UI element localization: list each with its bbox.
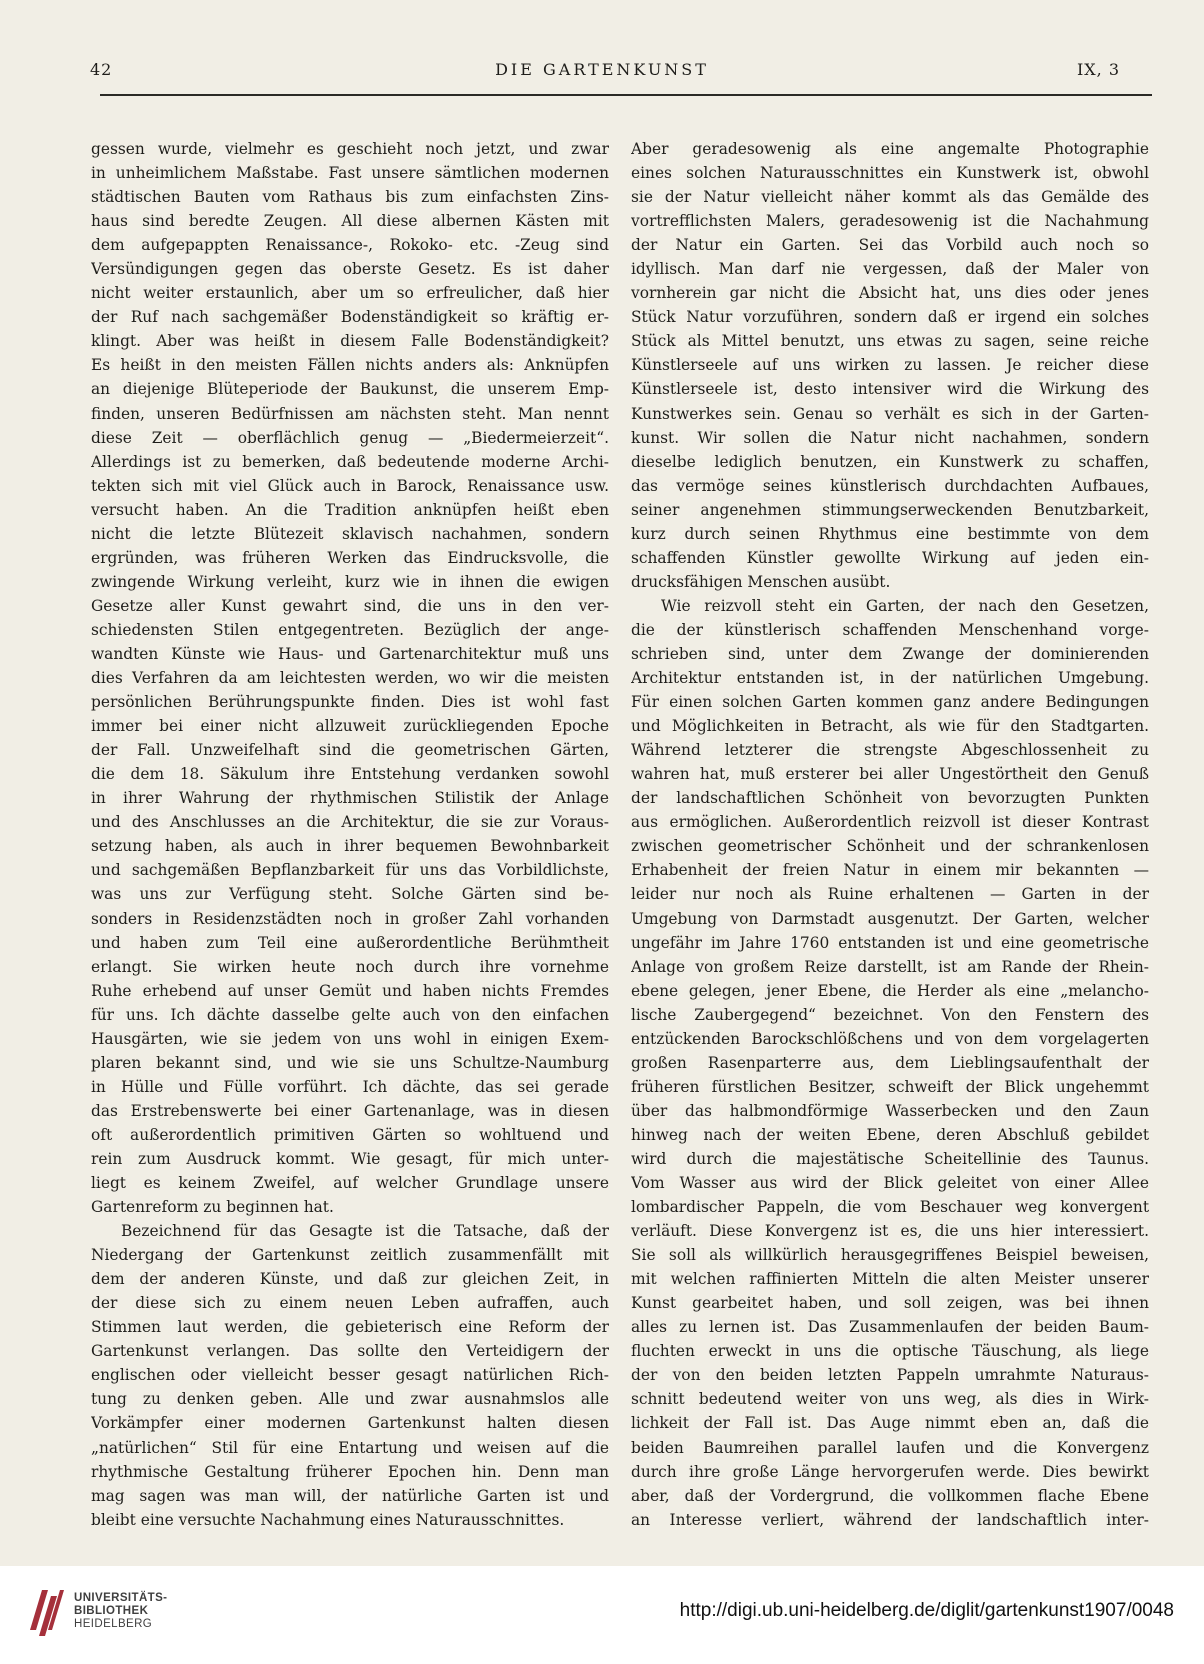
text-line: hinweg nach der weiten Ebene, deren Abschluß gebildet (631, 1125, 1149, 1144)
library-name-line-2: BIBLIOTHEK (74, 1605, 149, 1617)
text-line: Für einen solchen Garten kommen ganz andere Bedingungen (631, 693, 1149, 712)
source-url-link[interactable]: http://digi.ub.uni-heidelberg.de/diglit/gartenkunst1907/0048 (679, 1600, 1174, 1621)
text-line: Erhabenheit der freien Natur in einem mir bekannten — (631, 861, 1149, 880)
text-line: leider nur noch als Ruine erhaltenen — Garten in der (631, 885, 1149, 904)
text-line: Künstlerseele ist, desto intensiver wird die Wirkung des (631, 380, 1149, 399)
text-line: Ruhe erhebend auf unser Gemüt und haben nichts Fremdes (91, 981, 609, 1000)
text-line: nicht weiter erstaunlich, aber um so erfreulicher, daß hier (91, 284, 609, 303)
text-line: versucht haben. An die Tradition anknüpfen heißt eben (91, 500, 609, 519)
text-line: für uns. Ich dächte dasselbe gelte auch von den einfachen (91, 1005, 609, 1024)
text-line: sonders in Residenzstädten noch in großer Zahl vorhanden (91, 909, 609, 928)
text-line: tekten sich mit viel Glück auch in Barock, Renaissance usw. (91, 476, 609, 495)
text-line: an diejenige Blüteperiode der Baukunst, die unserem Emp- (91, 380, 609, 399)
text-line: eines solchen Naturausschnittes ein Kunstwerk ist, obwohl (631, 164, 1149, 183)
text-line: Bezeichnend für das Gesagte ist die Tatsache, daß der (121, 1222, 609, 1241)
text-line: ebene gelegen, jener Ebene, die Herder als eine „melancho- (631, 981, 1149, 1000)
text-line: klingt. Aber was heißt in diesem Falle Bodenständigkeit? (91, 332, 609, 351)
text-line: der Natur ein Garten. Sei das Vorbild auch noch so (631, 236, 1149, 255)
text-line: schaffenden Künstler gewollte Wirkung auf jeden ein- (631, 548, 1149, 567)
text-line: schrieben sind, unter dem Zwange der dominierenden (631, 644, 1149, 663)
text-line: schiedensten Stilen entgegentreten. Bezüglich der ange- (91, 620, 609, 639)
text-line: Sie soll als willkürlich herausgegriffenes Beispiel beweisen, (631, 1246, 1149, 1265)
text-line: haus sind beredte Zeugen. All diese albernen Kästen mit (91, 212, 609, 231)
text-line: zwingende Wirkung verleiht, kurz wie in ihnen die ewigen (91, 572, 609, 591)
text-line: das vermöge seines künstlerisch durchdachten Aufbaues, (631, 476, 1149, 495)
text-line: „natürlichen“ Stil für eine Entartung und weisen auf die (91, 1438, 609, 1457)
text-line: der landschaftlichen Schönheit von bevorzugten Punkten (631, 789, 1149, 808)
text-line: lombardischer Pappeln, die vom Beschauer weg konvergent (631, 1198, 1149, 1217)
text-line: schnitt bedeutend weiter von uns weg, als dies in Wirk- (631, 1390, 1149, 1409)
text-line: und Möglichkeiten in Betracht, als wie für den Stadtgarten. (631, 717, 1149, 736)
text-line: der von den beiden letzten Pappeln umrahmte Naturaus- (631, 1366, 1149, 1385)
text-line: englischen oder vielleicht besser gesagt natürlichen Rich- (91, 1366, 609, 1385)
text-line: in unheimlichem Maßstabe. Fast unsere sämtlichen modernen (91, 164, 609, 183)
text-line: das Erstrebenswerte bei einer Gartenanlage, was in diesen (91, 1101, 609, 1120)
text-line: oft außerordentlich primitiven Gärten so wohltuend und (91, 1125, 609, 1144)
text-line: Vorkämpfer einer modernen Gartenkunst halten diesen (91, 1414, 609, 1433)
text-line: idyllisch. Man darf nie vergessen, daß der Maler von (631, 260, 1149, 279)
text-line: tung zu denken geben. Alle und zwar ausnahmslos alle (91, 1390, 609, 1409)
text-line: und sachgemäßen Bepflanzbarkeit für uns das Vorbildlichste, (91, 861, 609, 880)
text-line: großen Rasenparterre aus, dem Lieblingsaufenthalt der (631, 1053, 1149, 1072)
text-line: beiden Baumreihen parallel laufen und die Konvergenz (631, 1438, 1149, 1457)
text-column-right (631, 137, 1149, 1532)
text-line: finden, unseren Bedürfnissen am nächsten steht. Man nennt (91, 404, 609, 423)
text-line: der Fall. Unzweifelhaft sind die geometrischen Gärten, (91, 741, 609, 760)
text-line: in Hülle und Fülle vorführt. Ich dächte, das sei gerade (91, 1077, 609, 1096)
text-line: kurz durch seinen Rhythmus eine bestimmte von dem (631, 524, 1149, 543)
text-line: Künstlerseele auf uns wirken zu lassen. Je reicher diese (631, 356, 1149, 375)
text-line: in ihrer Wahrung der rhythmischen Stilistik der Anlage (91, 789, 609, 808)
text-line: vortrefflichsten Malers, geradesowenig ist die Nachahmung (631, 212, 1149, 231)
issue-number: IX, 3 (1076, 60, 1120, 79)
text-line: bleibt eine versuchte Nachahmung eines Naturausschnittes. (91, 1510, 565, 1529)
text-line: zwischen geometrischer Schönheit und der schrankenlosen (631, 837, 1149, 856)
text-line: lichkeit der Fall ist. Das Auge nimmt eben an, daß die (631, 1414, 1149, 1433)
text-line: erlangt. Sie wirken heute noch durch ihre vornehme (91, 957, 609, 976)
text-line: Aber geradesowenig als eine angemalte Photographie (631, 140, 1149, 158)
text-line: wahren hat, muß ersterer bei aller Ungestörtheit den Genuß (631, 765, 1149, 784)
text-line: und haben zum Teil eine außerordentliche Berühmtheit (91, 933, 609, 952)
text-line: Stück als Mittel benutzt, uns etwas zu sagen, seine reiche (631, 332, 1149, 351)
text-line: setzung haben, als auch in ihrer bequemen Bewohnbarkeit (91, 837, 609, 856)
text-line: gessen wurde, vielmehr es geschieht noch jetzt, und zwar (91, 140, 609, 158)
text-line: fluchten erweckt in uns die optische Täuschung, als liege (631, 1342, 1149, 1361)
text-line: mag sagen was man will, der natürliche Garten ist und (91, 1486, 609, 1505)
text-line: aus ermöglichen. Außerordentlich reizvoll ist dieser Kontrast (631, 813, 1149, 832)
text-line: Kunst gearbeitet haben, und soll zeigen, was bei ihnen (631, 1294, 1149, 1313)
text-line: Anlage von großem Reize darstellt, ist am Rande der Rhein- (631, 957, 1149, 976)
text-line: Wie reizvoll steht ein Garten, der nach den Gesetzen, (661, 596, 1149, 615)
text-line: dies Verfahren da am leichtesten werden, wo wir die meisten (91, 669, 609, 688)
text-line: an Interesse verliert, während der landschaftlich inter- (631, 1510, 1149, 1529)
library-name-line-1: UNIVERSITÄTS- (74, 1592, 168, 1604)
text-line: und des Anschlusses an die Architektur, die sie zur Voraus- (91, 813, 609, 832)
text-line: aber, daß der Vordergrund, die vollkommen flache Ebene (631, 1486, 1149, 1505)
text-line: durch ihre große Länge hervorgerufen werde. Dies bewirkt (631, 1462, 1149, 1481)
text-line: Versündigungen gegen das oberste Gesetz. Es ist daher (91, 260, 609, 279)
text-line: entzückenden Barockschlößchens und von dem vorgelagerten (631, 1029, 1149, 1048)
text-line: Vom Wasser aus wird der Blick geleitet von einer Allee (631, 1174, 1149, 1193)
text-line: rhythmische Gestaltung früherer Epochen hin. Denn man (91, 1462, 609, 1481)
text-line: früheren fürstlichen Besitzer, schweift der Blick ungehemmt (631, 1077, 1149, 1096)
text-line: sie der Natur vielleicht näher kommt als das Gemälde des (631, 188, 1149, 207)
text-line: dieselbe lediglich benutzen, ein Kunstwerk zu schaffen, (631, 452, 1149, 471)
library-name[interactable] (74, 1592, 167, 1631)
page-number: 42 (90, 60, 113, 79)
text-line: Es heißt in den meisten Fällen nichts anders als: Anknüpfen (91, 356, 609, 375)
text-line: mit welchen raffinierten Mitteln die alten Meister unserer (631, 1270, 1149, 1289)
text-line: wird durch die majestätische Scheitellinie des Taunus. (631, 1149, 1149, 1168)
text-line: rein zum Ausdruck kommt. Wie gesagt, für mich unter- (91, 1149, 609, 1168)
text-line: ungefähr im Jahre 1760 entstanden ist und eine geometrische (631, 933, 1149, 952)
text-line: Kunstwerkes sein. Genau so verhält es sich in der Garten- (631, 404, 1149, 423)
text-line: verläuft. Diese Konvergenz ist es, die uns hier interessiert. (631, 1222, 1149, 1241)
text-line: drucksfähigen Menschen ausübt. (631, 572, 891, 591)
library-name-line-3: HEIDELBERG (74, 1618, 153, 1630)
text-line: plaren bekannt sind, und wie sie uns Schultze-Naumburg (91, 1053, 609, 1072)
text-line: Stück Natur vorzuführen, sondern daß er irgend ein solches (631, 308, 1149, 327)
text-line: der Ruf nach sachgemäßer Bodenständigkeit so kräftig er- (91, 308, 609, 327)
header-rule (100, 94, 1152, 96)
text-line: Hausgärten, wie sie jedem von uns wohl in einigen Exem- (91, 1029, 609, 1048)
text-line: Niedergang der Gartenkunst zeitlich zusammenfällt mit (91, 1246, 609, 1265)
text-line: liegt es keinem Zweifel, auf welcher Grundlage unsere (91, 1174, 609, 1193)
text-line: Gartenkunst verlangen. Das sollte den Verteidigern der (91, 1342, 609, 1361)
text-line: diese Zeit — oberflächlich genug — „Biedermeierzeit“. (91, 428, 609, 447)
text-line: Architektur entstanden ist, in der natürlichen Umgebung. (631, 669, 1149, 688)
text-line: Während letzterer die strengste Abgeschlossenheit zu (631, 741, 1149, 760)
text-line: die dem 18. Säkulum ihre Entstehung verdanken sowohl (91, 765, 609, 784)
text-line: dem der anderen Künste, und daß zur gleichen Zeit, in (91, 1270, 609, 1289)
text-line: über das halbmondförmige Wasserbecken und den Zaun (631, 1101, 1149, 1120)
library-logo-icon[interactable] (26, 1586, 66, 1640)
text-line: nicht die letzte Blütezeit sklavisch nachahmen, sondern (91, 524, 609, 543)
text-line: ergründen, was früheren Werken das Eindrucksvolle, die (91, 548, 609, 567)
text-line: was uns zur Verfügung steht. Solche Gärten sind be- (91, 885, 609, 904)
text-line: kunst. Wir sollen die Natur nicht nachahmen, sondern (631, 428, 1149, 447)
footer-bar (0, 1566, 1204, 1664)
text-line: immer bei einer nicht allzuweit zurückliegenden Epoche (91, 717, 609, 736)
text-column-left (91, 137, 609, 1532)
text-line: der diese sich zu einem neuen Leben aufraffen, auch (91, 1294, 609, 1313)
text-line: vornherein gar nicht die Absicht hat, uns dies oder jenes (631, 284, 1149, 303)
text-line: die der künstlerisch schaffenden Menschenhand vorge- (631, 620, 1149, 639)
text-line: Stimmen laut werden, die gebieterisch eine Reform der (91, 1318, 609, 1337)
text-line: Allerdings ist zu bemerken, daß bedeutende moderne Archi- (91, 452, 609, 471)
text-line: dem aufgepappten Renaissance-, Rokoko- etc. -Zeug sind (91, 236, 609, 255)
running-title: DIE GARTENKUNST (495, 60, 709, 79)
text-line: persönlichen Berührungspunkte finden. Dies ist wohl fast (91, 693, 609, 712)
text-line: wandten Künste wie Haus- und Gartenarchitektur muß uns (91, 644, 609, 663)
text-line: seiner angenehmen stimmungserweckenden Benutzbarkeit, (631, 500, 1149, 519)
text-line: städtischen Bauten vom Rathaus bis zum einfachsten Zins- (91, 188, 609, 207)
text-line: Gartenreform zu beginnen hat. (91, 1198, 334, 1217)
text-line: Umgebung von Darmstadt ausgenutzt. Der Garten, welcher (631, 909, 1149, 928)
text-line: Gesetze aller Kunst gewahrt sind, die uns in den ver- (91, 596, 609, 615)
text-line: lische Zaubergegend“ bezeichnet. Von den Fenstern des (631, 1005, 1149, 1024)
text-line: alles zu lernen ist. Das Zusammenlaufen der beiden Baum- (631, 1318, 1149, 1337)
